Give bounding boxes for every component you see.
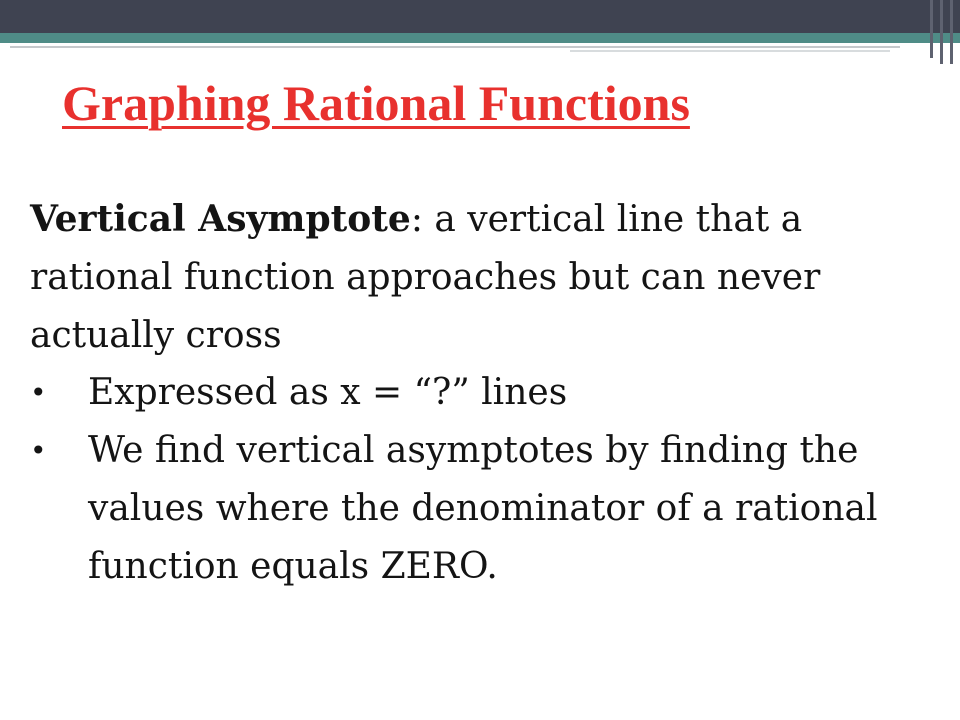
list-item: [30, 364, 930, 422]
bullet-icon: •: [30, 376, 47, 409]
header-bar: [0, 0, 960, 33]
bullet-list: [30, 364, 930, 596]
header-accent-bar: [0, 33, 960, 43]
definition-term: Vertical Asymptote: [30, 198, 411, 240]
definition-text: : a vertical line that a rational function approaches but can never actually cross: [30, 199, 821, 356]
bullet-text: Expressed as x = “?” lines: [88, 372, 568, 413]
corner-stripe: [940, 0, 943, 64]
header-rule: [10, 46, 900, 48]
slide-title: Graphing Rational Functions: [62, 75, 690, 131]
header-rule-short: [570, 50, 890, 52]
definition-paragraph: [30, 190, 930, 365]
list-item: [30, 422, 930, 596]
bullet-icon: •: [30, 434, 47, 467]
bullet-text: We find vertical asymptotes by finding the values where the denominator of a rational function equals ZERO.: [88, 430, 878, 587]
corner-stripe: [950, 0, 953, 64]
corner-stripe: [930, 0, 933, 58]
